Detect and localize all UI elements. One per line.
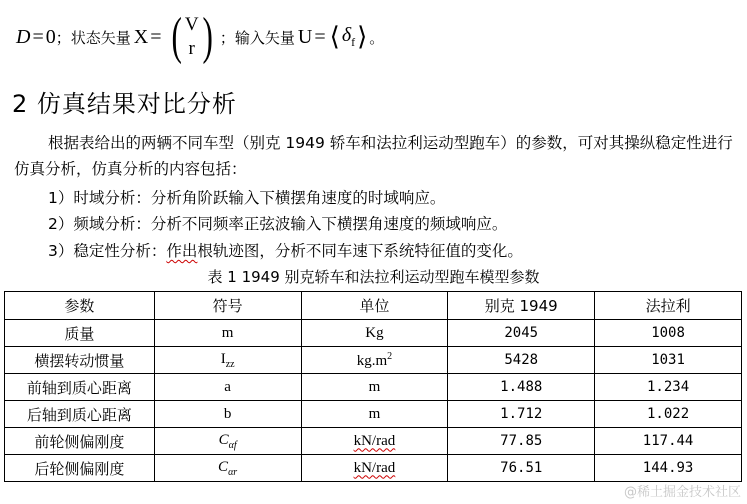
column-header: 符号 [154, 292, 301, 320]
buick-value: 1.488 [448, 374, 595, 401]
list-item: 2）频域分析：分析不同频率正弦波输入下横摆角速度的频域响应。 [48, 215, 508, 233]
equals-sign: = [32, 25, 44, 48]
intro-paragraph: 根据表给出的两辆不同车型（别克 1949 轿车和法拉利运动型跑车）的参数，可对其操纵稳定性进行仿真分析，仿真分析的内容包括： [14, 134, 733, 178]
table-row [5, 455, 742, 482]
state-equation-line [16, 8, 384, 66]
buick-value: 76.51 [448, 455, 595, 482]
param-unit: m [301, 374, 448, 401]
vector-column [185, 13, 199, 61]
ferrari-value: 1.022 [595, 401, 742, 428]
param-unit: m [301, 401, 448, 428]
param-unit: Kg [301, 320, 448, 347]
param-unit: kN/rad [301, 428, 448, 455]
section-heading: 2 仿真结果对比分析 [12, 90, 237, 118]
param-unit: kN/rad [301, 455, 448, 482]
param-name: 后轴到质心距离 [5, 401, 155, 428]
param-name: 前轮侧偏刚度 [5, 428, 155, 455]
column-header: 法拉利 [595, 292, 742, 320]
table-caption: 表 1 1949 别克轿车和法拉利运动型跑车模型参数 [207, 268, 540, 286]
param-symbol: m [154, 320, 301, 347]
right-paren: ) [202, 8, 213, 65]
vector-entry-r: r [188, 38, 195, 59]
input-vector-label: 输入矢量 [234, 28, 295, 47]
buick-value: 1.712 [448, 401, 595, 428]
param-symbol: $C_{\alpha r}$ [154, 455, 301, 482]
equals-sign: = [150, 25, 162, 48]
param-name: 质量 [5, 320, 155, 347]
column-header: 参数 [5, 292, 155, 320]
buick-value: 77.85 [448, 428, 595, 455]
param-name: 横摆转动惯量 [5, 347, 155, 374]
separator: ； [219, 28, 235, 47]
param-symbol: b [154, 401, 301, 428]
param-unit: $kg.m^2$ [301, 347, 448, 374]
left-angle-bracket: ⟨ [329, 22, 340, 52]
table-row [5, 320, 742, 347]
table-row [5, 428, 742, 455]
ferrari-value: 117.44 [595, 428, 742, 455]
column-header: 别克 1949 [448, 292, 595, 320]
d-symbol: D [16, 25, 31, 48]
ferrari-value: 144.93 [595, 455, 742, 482]
column-header: 单位 [301, 292, 448, 320]
table-header-row [5, 292, 742, 320]
vector-entry-v: V [184, 14, 199, 35]
left-paren: ( [170, 8, 182, 65]
param-symbol: $C_{\alpha f}$ [154, 428, 301, 455]
buick-value: 5428 [448, 347, 595, 374]
period: 。 [369, 28, 385, 47]
ferrari-value: 1031 [595, 347, 742, 374]
param-symbol: a [154, 374, 301, 401]
steer-angle-symbol: $\delta_f$ [341, 24, 356, 49]
table-row [5, 347, 742, 374]
input-vector-symbol: U [297, 25, 313, 48]
state-vector-label: 状态矢量 [70, 28, 131, 47]
table-row [5, 401, 742, 428]
equals-sign: = [314, 25, 326, 48]
table-row [5, 374, 742, 401]
ferrari-value: 1008 [595, 320, 742, 347]
separator: ； [55, 28, 71, 47]
parameter-table [4, 291, 742, 482]
state-vector-symbol: X [133, 25, 149, 48]
spellcheck-mark: 作出 [166, 242, 198, 260]
zero-value: 0 [45, 25, 56, 48]
right-angle-bracket: ⟩ [357, 22, 368, 52]
list-item: 3）稳定性分析：作出根轨迹图，分析不同车速下系统特征值的变化。 [48, 242, 523, 260]
param-name: 前轴到质心距离 [5, 374, 155, 401]
state-vector [168, 8, 216, 65]
buick-value: 2045 [448, 320, 595, 347]
param-symbol: $I_{zz}$ [154, 347, 301, 374]
param-name: 后轮侧偏刚度 [5, 455, 155, 482]
watermark: @稀土掘金技术社区 [623, 485, 741, 500]
list-item: 1）时域分析：分析角阶跃输入下横摆角速度的时域响应。 [48, 189, 446, 207]
ferrari-value: 1.234 [595, 374, 742, 401]
